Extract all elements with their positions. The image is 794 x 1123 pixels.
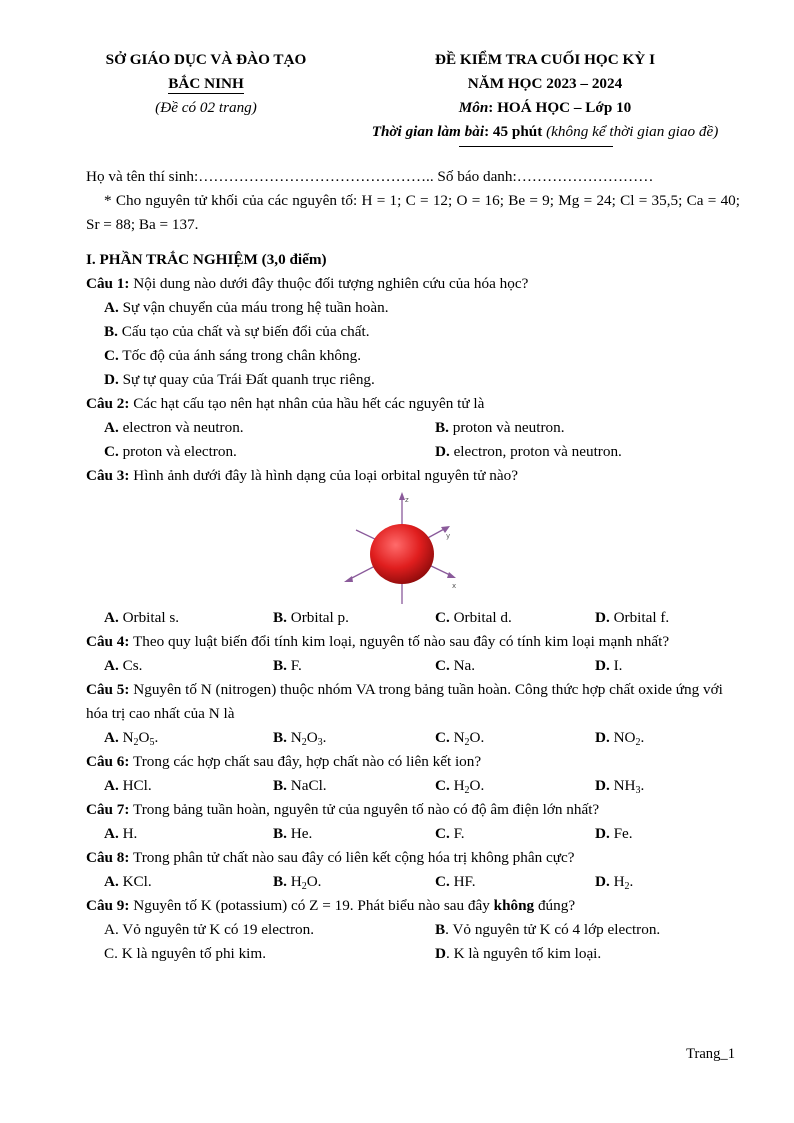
section-title: I. PHẦN TRẮC NGHIỆM (3,0 điểm) [86,251,327,268]
question-4: Câu 4: Theo quy luật biến đổi tính kim loại, nguyên tố nào sau đây có tính kim loại mạnh nhất? A. Cs. B. F. C. Na. D. I. [86,630,740,678]
option-row: A. electron và neutron. B. proton và neutron. [104,419,565,436]
subject-line: Môn: HOÁ HỌC – Lớp 10 [458,99,632,116]
option-row: A. H. B. He. C. F. D. Fe. [104,825,633,842]
question-6: Câu 6: Trong các hợp chất sau đây, hợp chất nào có liên kết ion? A. HCl. B. NaCl. C. $H_2O$. D. $NH_3$. [86,750,740,798]
option-row: C. K là nguyên tố phi kim. D. K là nguyên tố kim loại. [104,945,602,962]
option: C. Tốc độ của ánh sáng trong chân không. [104,347,362,364]
option-row: A. Vỏ nguyên tử K có 19 electron. B. Vỏ nguyên tử K có 4 lớp electron. [104,921,661,938]
option-row: A. $N_2O_5$. B. $N_2O_3$. C. $N_2O$. D. $NO_2$. [104,729,645,748]
option-row: C. proton và electron. D. electron, proton và neutron. [104,443,622,460]
option-row: A. KCl. B. $H_2O$. C. HF. D. $H_2$. [104,873,634,892]
school-year: NĂM HỌC 2023 – 2024 [467,75,623,92]
page-count-note: (Đề có 02 trang) [155,99,257,116]
option-row: A. Cs. B. F. C. Na. D. I. [104,657,623,674]
orbital-sphere [370,524,434,584]
header-left [84,48,328,120]
s-orbital-image [334,492,474,608]
question-7: Câu 7: Trong bảng tuần hoàn, nguyên tử của nguyên tố nào có độ âm điện lớn nhất? A. H. B. He. C. F. D. Fe. [86,798,740,846]
province-name: BẮC NINH [168,75,244,92]
option-row: A. HCl. B. NaCl. C. $H_2O$. D. $NH_3$. [104,777,645,796]
z-axis-label: z [405,496,409,504]
option: A. Sự vận chuyển của máu trong hệ tuần hoàn. [104,299,389,316]
option-row: A. Orbital s. B. Orbital p. C. Orbital d. D. Orbital f. [104,609,670,626]
time-line: Thời gian làm bài: 45 phút (không kể thời gian giao đề) [371,123,719,140]
option: D. Sự tự quay của Trái Đất quanh trục riêng. [104,371,375,388]
question-5: Câu 5: Nguyên tố N (nitrogen) thuộc nhóm VA trong bảng tuần hoàn. Công thức hợp chất oxide ứng với hóa trị cao nhất của N là A. $N_2O_5$. B. $N_2O_3$. C. $N_2O$. D. $NO_2$. [86,678,740,750]
department-name: SỞ GIÁO DỤC VÀ ĐÀO TẠO [105,51,307,68]
question-1: Câu 1: Nội dung nào dưới đây thuộc đối tượng nghiên cứu của hóa học? A. Sự vận chuyển của máu trong hệ tuần hoàn. B. Cấu tạo của chất và sự biến đổi của chất. C. Tốc độ của ánh sáng trong chân không. D. Sự tự quay của Trái Đất quanh trục riêng. [86,272,740,392]
question-8: Câu 8: Trong phân tử chất nào sau đây có liên kết cộng hóa trị không phân cực? A. KCl. B. $H_2O$. C. HF. D. $H_2$. [86,846,740,894]
question-9: Câu 9: Nguyên tố K (potassium) có Z = 19. Phát biểu nào sau đây không đúng? A. Vỏ nguyên tử K có 19 electron. B. Vỏ nguyên tử K có 4 lớp electron. C. K là nguyên tố phi kim. D. K là nguyên tố kim loại. [86,894,740,966]
header-right [335,48,755,144]
y-axis-label: y [446,532,451,540]
header-divider [459,146,613,147]
exam-title: ĐỀ KIỂM TRA CUỐI HỌC KỲ I [435,51,655,68]
orbital-figure [86,488,740,606]
question-3: Câu 3: Hình ảnh dưới đây là hình dạng của loại orbital nguyên tử nào? z y x A. Orbital s. B. Orbital p. C. Orbital d. D. Orbital f. [86,464,740,630]
atomic-mass-note: * Cho nguyên tử khối của các nguyên tố: H = 1; C = 12; O = 16; Be = 9; Mg = 24; Cl = 35,5; Ca = 40; Sr = 88; Ba = 137. [86,192,740,233]
x-axis-label: x [452,582,457,590]
candidate-info-line: Họ và tên thí sinh:……………………………………….. Số báo danh:……………………… [86,168,654,185]
page-number: Trang_1 [686,1046,735,1062]
option: B. Cấu tạo của chất và sự biến đổi của chất. [104,323,370,340]
question-2: Câu 2: Các hạt cấu tạo nên hạt nhân của hầu hết các nguyên tử là A. electron và neutron. B. proton và neutron. C. proton và electron. D. electron, proton và neutron. [86,392,740,464]
exam-body [86,165,740,966]
